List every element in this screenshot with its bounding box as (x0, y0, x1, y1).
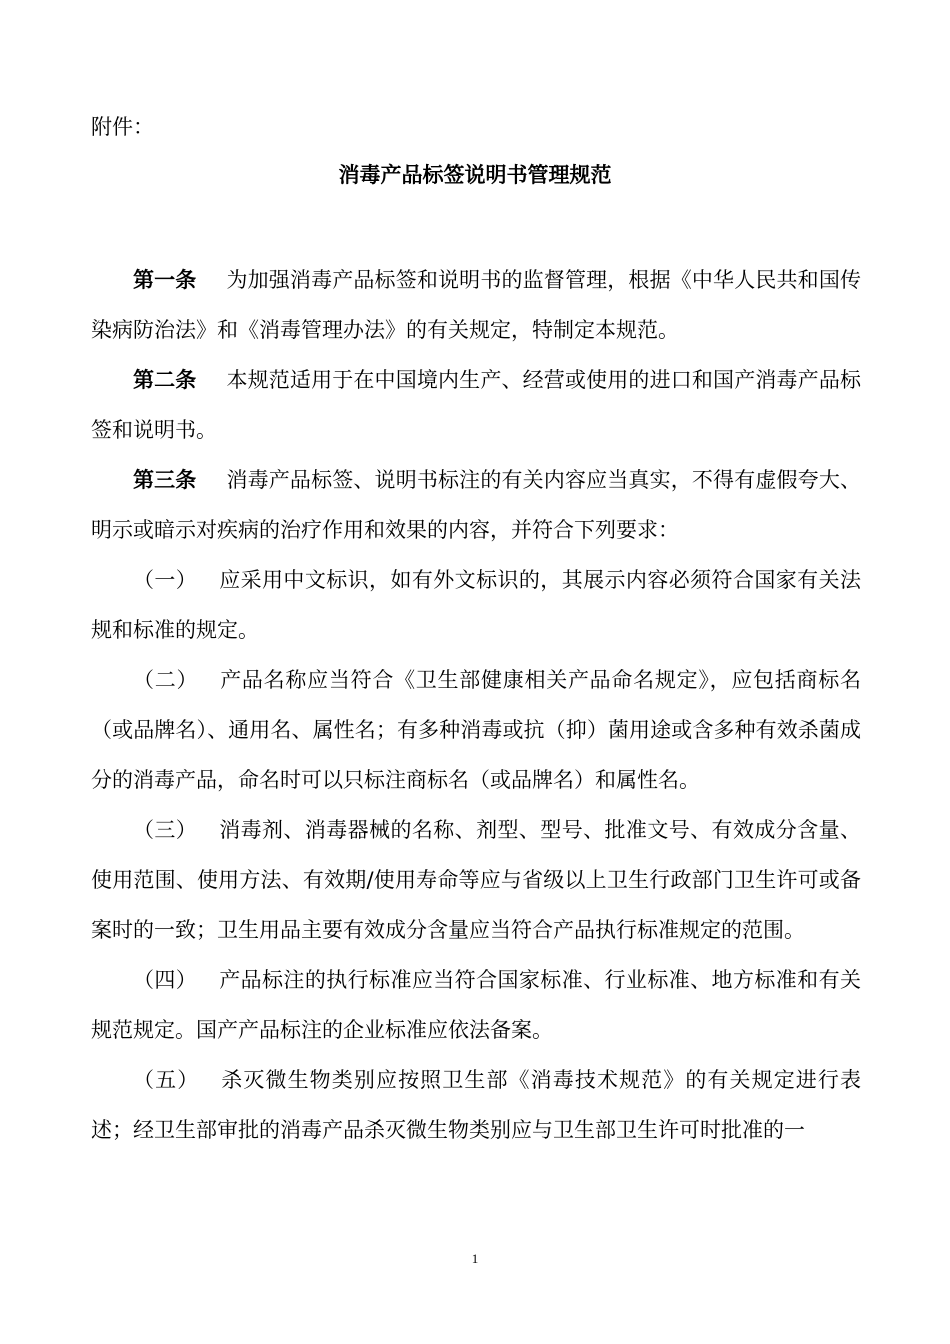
item-text: 消毒剂、消毒器械的名称、剂型、型号、批准文号、有效成分含量、使用范围、使用方法、有效期/使用寿命等应与省级以上卫生行政部门卫生许可或备案时的一致；卫生用品主要有效成分含量应当符合产品执行标准规定的范围。 (91, 818, 861, 942)
article-text: 为加强消毒产品标签和说明书的监督管理，根据《中华人民共和国传染病防治法》和《消毒管理办法》的有关规定，特制定本规范。 (91, 268, 861, 342)
item-text: 杀灭微生物类别应按照卫生部《消毒技术规范》的有关规定进行表述；经卫生部审批的消毒产品杀灭微生物类别应与卫生部卫生许可时批准的一 (91, 1068, 862, 1142)
item-4 (91, 955, 861, 1055)
article-text: 本规范适用于在中国境内生产、经营或使用的进口和国产消毒产品标签和说明书。 (91, 368, 861, 442)
article-number: 第三条 (133, 468, 197, 492)
article-1 (91, 255, 861, 355)
item-number: （四） (133, 968, 198, 992)
item-number: （二） (133, 668, 199, 692)
item-text: 产品标注的执行标准应当符合国家标准、行业标准、地方标准和有关规范规定。国产产品标注的企业标准应依法备案。 (91, 968, 861, 1042)
item-1 (91, 555, 861, 655)
article-number: 第二条 (133, 368, 197, 392)
article-3 (91, 455, 861, 555)
item-text: 产品名称应当符合《卫生部健康相关产品命名规定》，应包括商标名（或品牌名）、通用名、属性名；有多种消毒或抗（抑）菌用途或含多种有效杀菌成分的消毒产品，命名时可以只标注商标名（或品牌名）和属性名。 (91, 668, 861, 792)
page-number: 1 (471, 1251, 479, 1266)
document-body (91, 255, 861, 1155)
article-number: 第一条 (133, 268, 197, 292)
item-text: 应采用中文标识，如有外文标识的，其展示内容必须符合国家有关法规和标准的规定。 (91, 568, 861, 642)
item-number: （五） (133, 1068, 200, 1092)
item-number: （一） (133, 568, 198, 592)
item-3 (91, 805, 861, 955)
item-number: （三） (133, 818, 198, 842)
article-text: 消毒产品标签、说明书标注的有关内容应当真实，不得有虚假夸大、明示或暗示对疾病的治疗作用和效果的内容，并符合下列要求： (91, 468, 861, 542)
document-title: 消毒产品标签说明书管理规范 (338, 163, 612, 187)
item-2 (91, 655, 861, 805)
article-2 (91, 355, 861, 455)
item-5 (91, 1055, 861, 1155)
attachment-label: 附件： (91, 115, 154, 139)
